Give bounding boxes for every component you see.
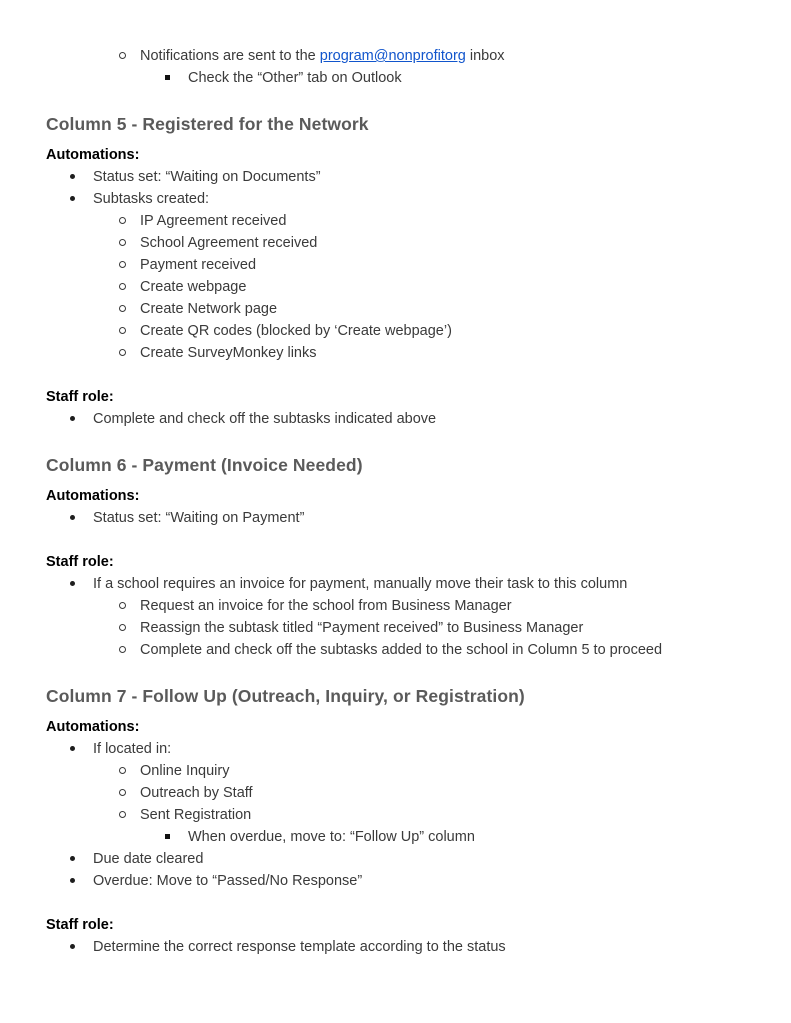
list-item-text: Outreach by Staff — [140, 785, 253, 801]
bullet-circle-icon — [119, 305, 126, 312]
list-item-text: School Agreement received — [140, 235, 318, 251]
list-item-text — [140, 48, 505, 64]
bullet-circle-icon — [119, 767, 126, 774]
list-item-text: Check the “Other” tab on Outlook — [188, 70, 402, 86]
list-item-text: Overdue: Move to “Passed/No Response” — [93, 873, 363, 889]
list-item-text: Sent Registration — [140, 807, 252, 823]
bullet-circle-icon — [119, 646, 126, 653]
email-link[interactable]: program@nonprofitorg — [319, 48, 466, 64]
list-item-text: Complete and check off the subtasks indicated above — [93, 411, 437, 427]
list-item — [46, 804, 745, 826]
bullet-circle-icon — [119, 217, 126, 224]
bullet-circle-icon — [119, 327, 126, 334]
list-item-text: Reassign the subtask titled “Payment received” to Business Manager — [140, 620, 584, 636]
list-item-text: IP Agreement received — [140, 213, 287, 229]
bullet-circle-icon — [119, 261, 126, 268]
list-item — [46, 298, 745, 320]
list-item-text: Create webpage — [140, 279, 247, 295]
bullet-circle-icon — [119, 349, 126, 356]
list-item — [46, 276, 745, 298]
list-item — [46, 760, 745, 782]
list-item-text: Status set: “Waiting on Payment” — [93, 510, 305, 526]
section-heading-column5: Column 5 - Registered for the Network — [46, 114, 369, 134]
bullet-circle-icon — [119, 624, 126, 631]
list-item-text: If a school requires an invoice for payment, manually move their task to this column — [93, 576, 628, 592]
list-item — [46, 738, 745, 760]
list-item — [46, 408, 745, 430]
list-item-text: Status set: “Waiting on Documents” — [93, 169, 321, 185]
list-item — [46, 342, 745, 364]
list-item-text: Subtasks created: — [93, 191, 210, 207]
bullet-disc-icon — [70, 944, 75, 949]
section-heading-column6: Column 6 - Payment (Invoice Needed) — [46, 455, 363, 475]
automations-label: Automations: — [46, 488, 140, 504]
staff-role-label: Staff role: — [46, 917, 114, 933]
bullet-circle-icon — [119, 283, 126, 290]
list-item — [46, 573, 745, 595]
list-item — [46, 45, 745, 67]
list-item — [46, 826, 745, 848]
automations-label: Automations: — [46, 719, 140, 735]
list-item-text: Complete and check off the subtasks added to the school in Column 5 to proceed — [140, 642, 663, 658]
list-item — [46, 595, 745, 617]
bullet-circle-icon — [119, 602, 126, 609]
list-item — [46, 782, 745, 804]
list-item — [46, 936, 745, 958]
list-item — [46, 507, 745, 529]
bullet-disc-icon — [70, 856, 75, 861]
bullet-circle-icon — [119, 239, 126, 246]
list-item-text: If located in: — [93, 741, 172, 757]
list-item-text: Create SurveyMonkey links — [140, 345, 317, 361]
bullet-circle-icon — [119, 52, 126, 59]
list-item — [46, 870, 745, 892]
list-item-text: Create QR codes (blocked by ‘Create webpage’) — [140, 323, 452, 339]
list-item — [46, 848, 745, 870]
bullet-square-icon — [165, 834, 170, 839]
bullet-circle-icon — [119, 811, 126, 818]
list-item — [46, 639, 745, 661]
list-item — [46, 188, 745, 210]
bullet-disc-icon — [70, 196, 75, 201]
bullet-disc-icon — [70, 416, 75, 421]
bullet-circle-icon — [119, 789, 126, 796]
bullet-disc-icon — [70, 746, 75, 751]
list-item-text: Determine the correct response template according to the status — [93, 939, 506, 955]
bullet-disc-icon — [70, 515, 75, 520]
list-item-text: When overdue, move to: “Follow Up” column — [188, 829, 475, 845]
list-item — [46, 67, 745, 89]
list-item-text: Create Network page — [140, 301, 278, 317]
staff-role-label: Staff role: — [46, 554, 114, 570]
list-item — [46, 617, 745, 639]
automations-label: Automations: — [46, 147, 140, 163]
list-item-text: Online Inquiry — [140, 763, 230, 779]
staff-role-label: Staff role: — [46, 389, 114, 405]
list-item — [46, 210, 745, 232]
list-item — [46, 320, 745, 342]
list-item-text: Payment received — [140, 257, 257, 273]
list-item — [46, 254, 745, 276]
bullet-disc-icon — [70, 581, 75, 586]
list-item-text: Due date cleared — [93, 851, 204, 867]
intro-text-suffix: inbox — [465, 48, 505, 64]
intro-text-prefix: Notifications are sent to the — [140, 48, 320, 64]
list-item — [46, 232, 745, 254]
bullet-square-icon — [165, 75, 170, 80]
bullet-disc-icon — [70, 174, 75, 179]
section-heading-column7: Column 7 - Follow Up (Outreach, Inquiry, or Registration) — [46, 686, 525, 706]
bullet-disc-icon — [70, 878, 75, 883]
list-item-text: Request an invoice for the school from Business Manager — [140, 598, 512, 614]
list-item — [46, 166, 745, 188]
